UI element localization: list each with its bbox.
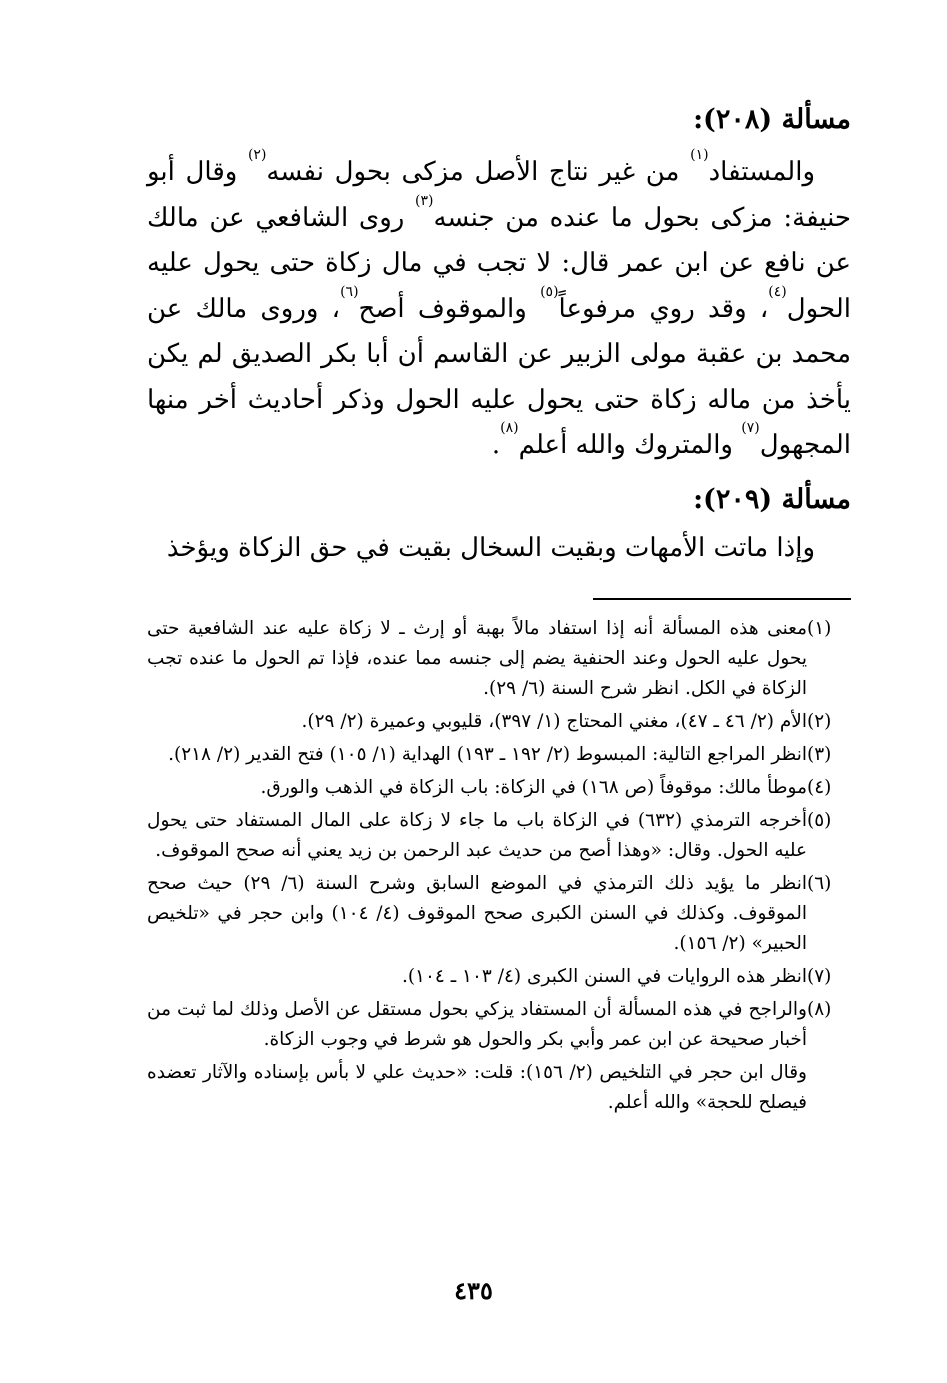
body-text: وقال أبو حنيفة: مزكى بحول ما عنده من جنسه [147, 157, 851, 233]
issue-208-paragraph [147, 147, 851, 469]
body-text: . [491, 430, 501, 460]
footnote-3 [147, 740, 851, 770]
footnote-text: موطأ مالك: موقوفاً (ص ١٦٨) في الزكاة: باب الزكاة في الذهب والورق. [260, 777, 807, 798]
footnote-ref-6[interactable]: (٦) [340, 283, 359, 300]
issue-209-paragraph: وإذا ماتت الأمهات وبقيت السخال بقيت في حق الزكاة ويؤخذ [166, 533, 815, 563]
footnote-text: معنى هذه المسألة أنه إذا استفاد مالاً بهبة أو إرث ـ لا زكاة عليه عند الشافعية حتى يحول عليه الحول وعند الحنفية يضم إلى جنسه مما عنده، فإذا تم الحول ما عنده تجب الزكاة في الكل. انظر شرح السنة (٦/ ٢٩). [147, 618, 807, 699]
footnote-8 [147, 995, 851, 1055]
footnote-1 [147, 614, 851, 704]
issue-heading-208: مسألة (٢٠٨): [693, 104, 851, 135]
footnote-number: (٣) [807, 744, 832, 765]
footnote-text: أخرجه الترمذي (٦٣٢) في الزكاة باب ما جاء لا زكاة على المال المستفاد حتى يحول عليه الحول. وقال: «وهذا أصح من حديث عبد الرحمن بن زيد يعني أنه صحح الموقوف. [147, 810, 807, 861]
body-text: ، وروى مالك عن محمد بن عقبة مولى الزبير عن القاسم أن أبا بكر الصديق لم يكن يأخذ من ماله زكاة حتى يحول عليه الحول وذكر أحاديث أخر منها المجهول [147, 293, 851, 460]
footnote-text: انظر هذه الروايات في السنن الكبرى (٤/ ١٠٣ ـ ١٠٤). [401, 966, 807, 987]
footnote-6 [147, 869, 851, 959]
footnote-number: (٦) [807, 873, 832, 894]
footnote-ref-2[interactable]: (٢) [247, 147, 267, 163]
footnote-number: (٢) [807, 711, 832, 732]
footnote-ref-8[interactable]: (٨) [500, 420, 519, 436]
footnote-8-continuation: وقال ابن حجر في التلخيص (٢/ ١٥٦): قلت: «حديث علي لا بأس بإسناده والآثار تعضده فيصلح للحجة» والله أعلم. [147, 1062, 807, 1113]
footnote-separator [593, 598, 851, 600]
footnote-ref-3[interactable]: (٣) [415, 192, 434, 209]
footnote-ref-5[interactable]: (٥) [540, 283, 559, 300]
footnote-text: والراجح في هذه المسألة أن المستفاد يزكي بحول مستقل عن الأصل وذلك لما ثبت من أخبار صحيحة عن ابن عمر وأبي بكر والحول هو شرط في وجوب الزكاة. [147, 999, 807, 1050]
footnote-number: (٧) [807, 966, 832, 987]
footnote-number: (٨) [807, 999, 832, 1020]
footnote-ref-7[interactable]: (٧) [741, 420, 760, 436]
issue-209-body [147, 526, 851, 572]
body-text: والمستفاد [708, 157, 816, 187]
footnote-number: (٥) [807, 810, 832, 831]
footnote-4 [147, 773, 851, 803]
issue-208-body [147, 147, 851, 469]
footnote-2 [147, 707, 851, 737]
issue-heading-209: مسألة (٢٠٩): [693, 484, 851, 515]
footnote-text: انظر المراجع التالية: المبسوط (٢/ ١٩٢ ـ ١٩٣) الهداية (١/ ١٠٥) فتح القدير (٢/ ٢١٨). [168, 744, 807, 765]
footnote-text: الأم (٢/ ٤٦ ـ ٤٧)، مغني المحتاج (١/ ٣٩٧)، قليوبي وعميرة (٢/ ٢٩). [301, 711, 807, 732]
footnote-ref-4[interactable]: (٤) [768, 283, 787, 300]
footnote-5 [147, 806, 851, 866]
footnote-ref-1[interactable]: (١) [690, 147, 709, 163]
footnote-7 [147, 962, 851, 992]
body-text: والموقوف أصح [358, 293, 541, 324]
body-text: والمتروك والله أعلم [518, 430, 742, 460]
footnote-number: (٤) [807, 777, 832, 798]
footnote-text: انظر ما يؤيد ذلك الترمذي في الموضع السابق وشرح السنة (٦/ ٢٩) حيث صحح الموقوف. وكذلك في السنن الكبرى صحح الموقوف (٤/ ١٠٤) وابن حجر في «تلخيص الحبير» (٢/ ١٥٦). [147, 873, 807, 954]
body-text: ، وقد روي مرفوعاً [558, 293, 769, 324]
body-text: من غير نتاج الأصل مزكى بحول نفسه [266, 157, 691, 187]
footnote-number: (١) [807, 618, 832, 639]
footnotes-section [147, 614, 851, 1118]
body-text: روى الشافعي عن مالك عن نافع عن ابن عمر قال: لا تجب في مال زكاة حتى يحول عليه الحول [147, 202, 851, 324]
page-number: ٤٣٥ [454, 1276, 493, 1305]
